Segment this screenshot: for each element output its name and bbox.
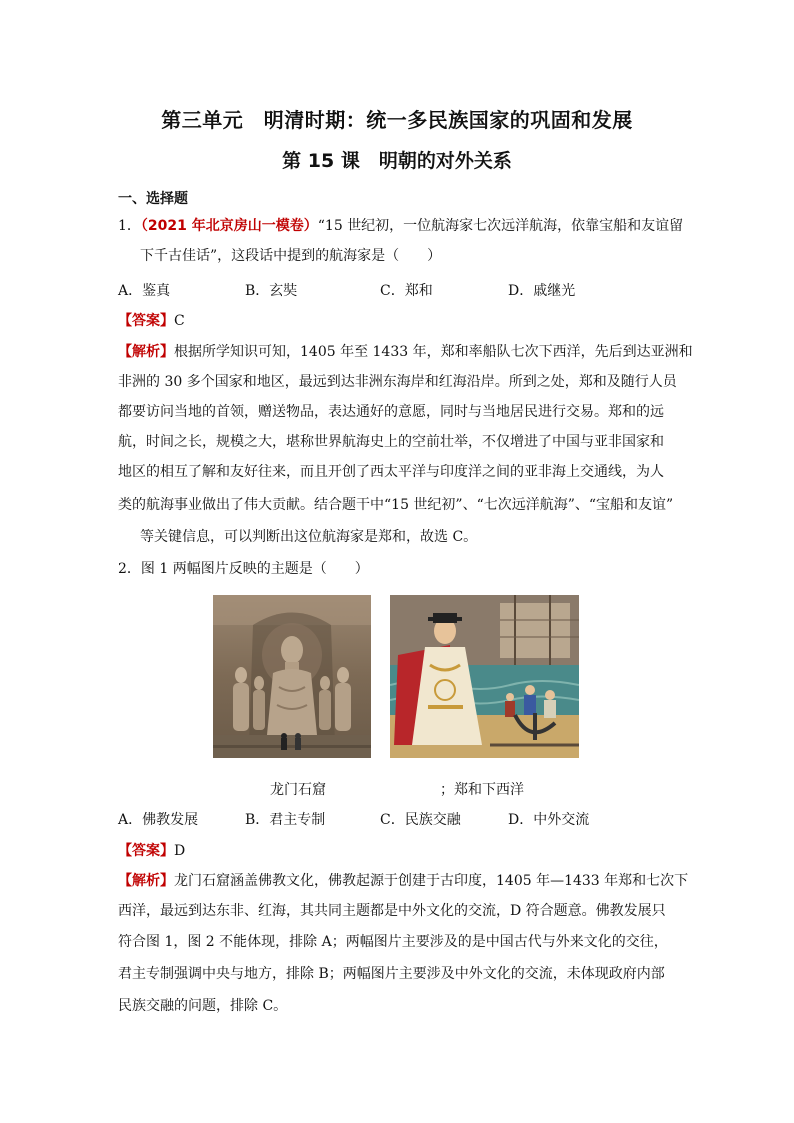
- q2-option-b: B．君主专制: [245, 812, 326, 828]
- lesson-title: 第 15 课 明朝的对外关系: [282, 150, 512, 172]
- section-heading: 一、选择题: [118, 191, 188, 207]
- q2-answer-value: D: [174, 843, 186, 859]
- q2-analysis-line: 君主专制强调中央与地方，排除 B；两幅图片主要涉及中外文化的交流，未体现政府内部: [118, 966, 665, 982]
- q1-source: （2021 年北京房山一模卷）: [140, 218, 318, 234]
- q1-answer-value: C: [174, 313, 185, 329]
- q2-option-d: D．中外交流: [508, 812, 590, 828]
- q1-analysis-line: 地区的相互了解和友好往来，而且开创了西太平洋与印度洋之间的亚非海上交通线，为人: [118, 464, 664, 480]
- q2-stem: 2．图 1 两幅图片反映的主题是（ ）: [118, 561, 369, 577]
- q2-analysis-line: 西洋，最远到达东非、红海，其共同主题都是中外文化的交流，D 符合题意。佛教发展只: [118, 903, 666, 919]
- q1-answer-tag: 【答案】: [118, 313, 174, 329]
- q2-option-a: A．佛教发展: [118, 812, 199, 828]
- q2-analysis-text: 龙门石窟涵盖佛教文化，佛教起源于创建于古印度，1405 年—1433 年郑和七次下: [174, 873, 689, 889]
- q1-option-b: B．玄奘: [245, 283, 298, 299]
- q1-stem-line2: 下千古佳话”，这段话中提到的航海家是（ ）: [140, 248, 442, 264]
- q1-analysis-line: 航，时间之长，规模之大，堪称世界航海史上的空前壮举，不仅增进了中国与亚非国家和: [118, 434, 664, 450]
- q1-answer: [118, 311, 185, 331]
- unit-title: 第三单元 明清时期：统一多民族国家的巩固和发展: [161, 108, 633, 132]
- q2-analysis-line: 民族交融的问题，排除 C。: [118, 998, 288, 1014]
- q1-option-c: C．郑和: [380, 283, 433, 299]
- q1-analysis-text: 根据所学知识可知，1405 年至 1433 年，郑和率船队七次下西洋，先后到达亚洲和: [174, 344, 693, 360]
- q2-analysis-line: [118, 871, 688, 891]
- q1-option-a: A．鉴真: [118, 283, 171, 299]
- q2-analysis-tag: 【解析】: [118, 873, 174, 889]
- q2-answer-tag: 【答案】: [118, 843, 174, 859]
- zheng-he-voyage-image: [390, 595, 579, 758]
- q1-analysis-line: 等关键信息，可以判断出这位航海家是郑和，故选 C。: [140, 529, 478, 545]
- q1-analysis-line: 类的航海事业做出了伟大贡献。结合题干中“15 世纪初”、“七次远洋航海”、“宝船和友谊”: [118, 497, 674, 513]
- q2-answer: [118, 841, 185, 861]
- q1-analysis-line: 非洲的 30 多个国家和地区，最远到达非洲东海岸和红海沿岸。所到之处，郑和及随行人员: [118, 374, 677, 390]
- q2-option-c: C．民族交融: [380, 812, 461, 828]
- q1-stem-text: “15 世纪初，一位航海家七次远洋航海，依靠宝船和友谊留: [317, 218, 684, 234]
- q1-number: 1．: [118, 218, 141, 234]
- longmen-grottoes-image: [213, 595, 371, 758]
- q1-analysis-line: [118, 342, 693, 362]
- q1-stem-line1: [118, 216, 683, 236]
- caption-longmen: 龙门石窟: [270, 782, 326, 798]
- q1-analysis-tag: 【解析】: [118, 344, 174, 360]
- q1-analysis-line: 都要访问当地的首领，赠送物品，表达通好的意愿，同时与当地居民进行交易。郑和的远: [118, 404, 664, 420]
- caption-zheng-he: ；郑和下西洋: [440, 782, 524, 798]
- q1-option-d: D．戚继光: [508, 283, 576, 299]
- q2-analysis-line: 符合图 1，图 2 不能体现，排除 A；两幅图片主要涉及的是中国古代与外来文化的交往，: [118, 934, 668, 950]
